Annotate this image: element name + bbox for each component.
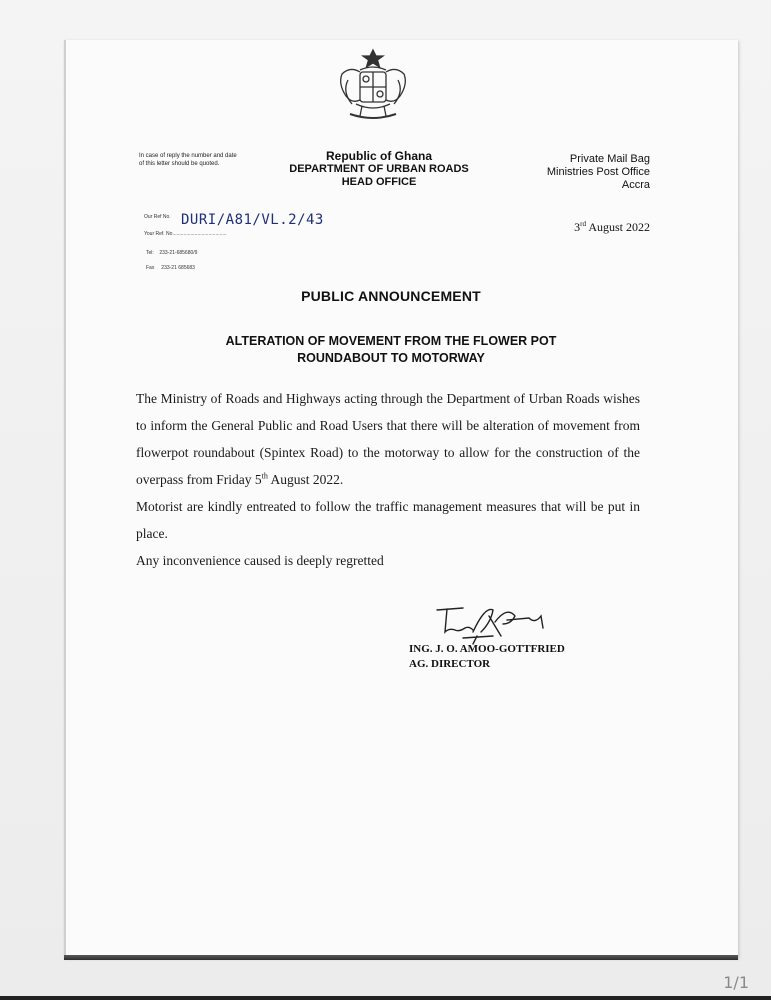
tel-value: 233-21-685680/9 <box>159 250 198 256</box>
subtitle-line-2: ROUNDABOUT TO MOTORWAY <box>297 351 485 365</box>
announcement-body <box>136 385 640 574</box>
address-line-3: Accra <box>621 179 650 191</box>
announcement-subtitle <box>166 333 616 367</box>
coat-of-arms-emblem <box>330 46 416 132</box>
org-country: Republic of Ghana <box>325 149 432 163</box>
org-office: HEAD OFFICE <box>341 176 417 188</box>
body-paragraph-3: Any inconvenience caused is deeply regretted <box>136 553 384 568</box>
fax-value: 233-21 685683 <box>161 265 195 271</box>
date-suffix: rd <box>580 220 586 228</box>
body-p1-text: The Ministry of Roads and Highways acting through the Department of Urban Roads wishes to inform the General Public and Road Users that there will be alteration of movement from flowerpot roundabout (Spintex Road) to the motorway to allow for the construction of the overpass from Friday 5 <box>136 391 640 487</box>
tel-label: Tel: <box>146 250 154 256</box>
postal-address <box>512 153 650 192</box>
address-line-2: Ministries Post Office <box>546 166 650 178</box>
signatory-name: ING. J. O. AMOO-GOTTFRIED <box>409 643 565 655</box>
our-ref-value: DURI/A81/VL.2/43 <box>181 212 324 228</box>
signatory-title: AG. DIRECTOR <box>409 658 491 670</box>
body-paragraph-2: Motorist are kindly entreated to follow the traffic management measures that will be put in place. <box>136 499 640 541</box>
fax-label: Fax <box>146 265 155 271</box>
org-department: DEPARTMENT OF URBAN ROADS <box>289 163 469 175</box>
our-ref-label: Our Ref No. <box>144 214 171 220</box>
address-line-1: Private Mail Bag <box>569 153 650 165</box>
our-ref-row <box>144 212 324 228</box>
subtitle-line-1: ALTERATION OF MOVEMENT FROM THE FLOWER POT <box>225 334 557 348</box>
your-ref-label: Your Ref. No....................................... <box>144 231 227 237</box>
page-counter: 1/1 <box>723 973 749 992</box>
viewer-bottom-bar <box>0 996 771 1000</box>
date-month-year: August 2022 <box>585 220 650 234</box>
letter-page <box>64 40 738 958</box>
date-day: 3 <box>574 220 581 234</box>
announcement-title: PUBLIC ANNOUNCEMENT <box>301 288 481 304</box>
letter-date <box>542 220 650 235</box>
tel-row <box>146 250 197 256</box>
signatory-block <box>409 642 565 672</box>
organization-header <box>266 150 492 189</box>
fax-row <box>146 265 195 271</box>
reply-instruction-note: In case of reply the number and date of this letter should be quoted. <box>139 153 237 167</box>
body-paragraph-1 <box>136 385 640 493</box>
body-p1-end: August 2022. <box>267 472 344 487</box>
body-p1-sup: th <box>261 471 268 481</box>
page-bottom-edge <box>64 955 738 960</box>
